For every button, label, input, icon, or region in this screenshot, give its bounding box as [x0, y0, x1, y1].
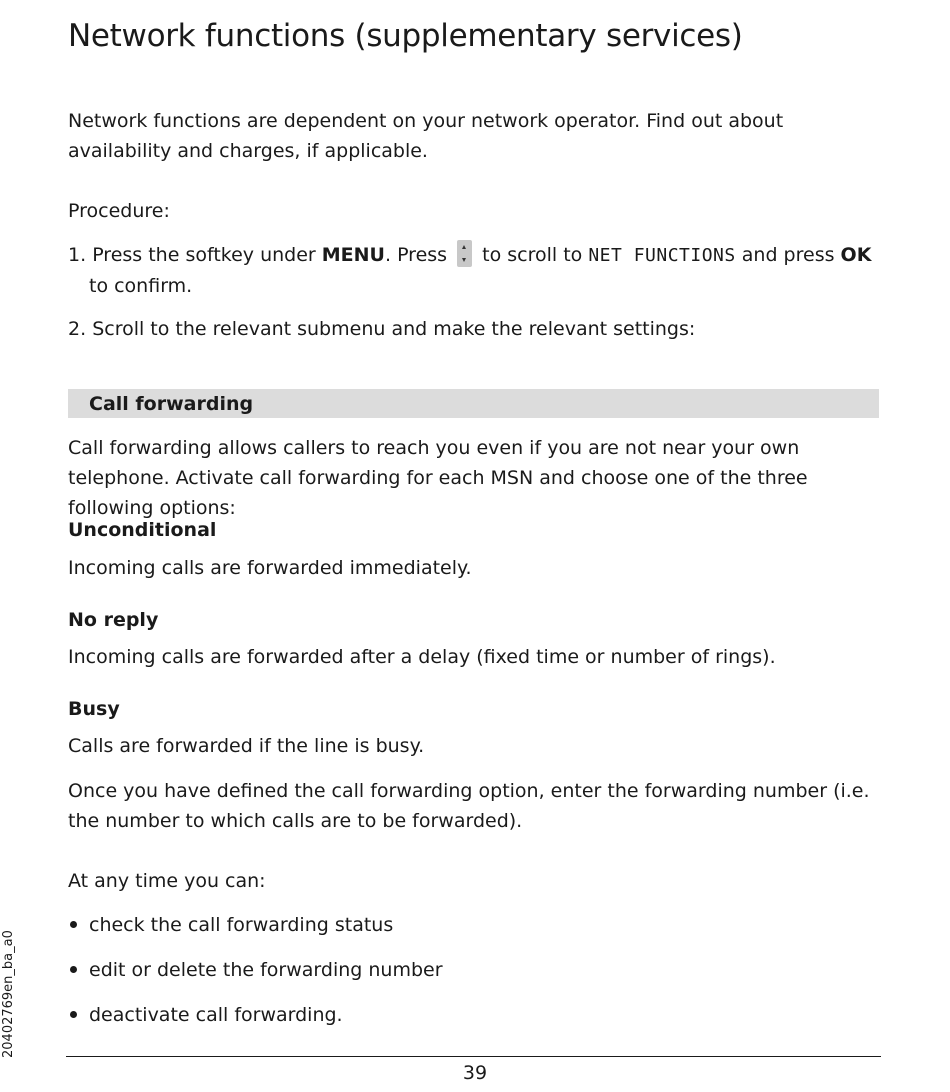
intro-paragraph: Network functions are dependent on your network operator. Find out about availability and charges, if applicable. — [68, 110, 784, 162]
after-options-paragraph: Once you have defined the call forwarding option, enter the forwarding number (i.e. the number to which calls are to be forwarded). — [68, 780, 870, 832]
option-heading-busy: Busy — [68, 698, 120, 720]
bullet-icon — [70, 966, 77, 973]
option-text-no-reply: Incoming calls are forwarded after a delay (fixed time or number of rings). — [68, 646, 776, 668]
procedure-label: Procedure: — [68, 200, 170, 222]
procedure-step-2 — [68, 314, 888, 344]
step-text: . Press — [384, 244, 454, 266]
step-text: Press the softkey under — [92, 244, 322, 266]
list-item: edit or delete the forwarding number — [68, 955, 443, 985]
step-text: to scroll to — [476, 244, 589, 266]
bullet-icon — [70, 1011, 77, 1018]
page-number: 39 — [462, 1062, 488, 1084]
option-text-unconditional: Incoming calls are forwarded immediately. — [68, 557, 472, 579]
procedure-step-1 — [68, 240, 888, 301]
footer-divider — [66, 1056, 881, 1057]
section-heading-bar — [68, 389, 879, 418]
step-text: and press — [735, 244, 841, 266]
up-down-scroll-key-icon — [457, 240, 472, 267]
list-item: check the call forwarding status — [68, 910, 393, 940]
step-number: 2. — [68, 318, 87, 340]
option-heading-no-reply: No reply — [68, 609, 159, 631]
step-number: 1. — [68, 244, 87, 266]
list-item: deactivate call forwarding. — [68, 1000, 343, 1030]
display-text-net-functions: NET FUNCTIONS — [588, 245, 736, 266]
ok-key-label: OK — [840, 244, 872, 266]
section-heading: Call forwarding — [89, 393, 254, 415]
option-heading-unconditional: Unconditional — [68, 519, 217, 541]
anytime-label: At any time you can: — [68, 870, 266, 892]
step-text: Scroll to the relevant submenu and make the relevant settings: — [92, 318, 696, 340]
call-forwarding-intro: Call forwarding allows callers to reach you even if you are not near your own telephone. Activate call forwarding for each MSN and choose one of the three following options: — [68, 437, 808, 519]
page-title: Network functions (supplementary services) — [68, 18, 743, 54]
bullet-icon — [70, 921, 77, 928]
menu-key-label: MENU — [321, 244, 385, 266]
document-code: 20402769en_ba_a0 — [1, 930, 16, 1058]
option-text-busy: Calls are forwarded if the line is busy. — [68, 735, 425, 757]
step-text: to confirm. — [89, 275, 193, 297]
